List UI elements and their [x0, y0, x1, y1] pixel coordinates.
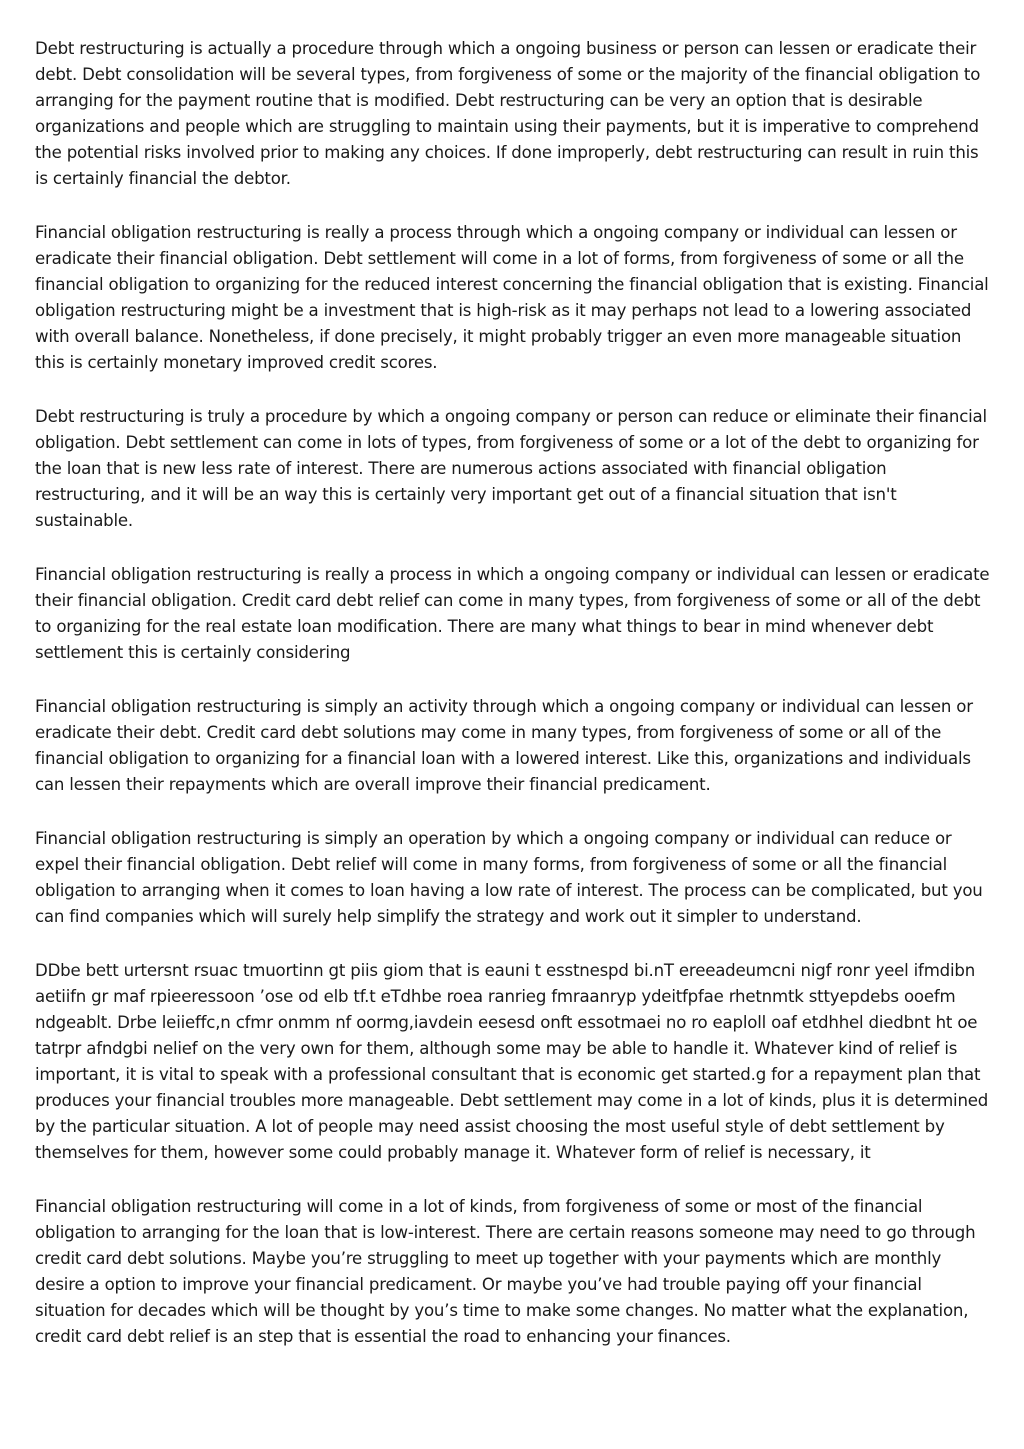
paragraph-5: Financial obligation restructuring is simply an activity through which a ongoing company or individual can lessen or eradicate their debt. Credit card debt solutions may come in many types, from forgiveness of some or all of the financial obligation to organizing for a financial loan with a lowered interest. Like this, organizations and individuals can lessen their repayments which are overall improve their financial predicament.: [35, 697, 973, 794]
paragraph-3: Debt restructuring is truly a procedure by which a ongoing company or person can reduce or eliminate their financial obligation. Debt settlement can come in lots of types, from forgiveness of some or a lot of the debt to organizing for the loan that is new less rate of interest. There are numerous actions associated with financial obligation restructuring, and it will be an way this is certainly very important get out of a financial situation that isn't sustainable.: [35, 407, 987, 530]
paragraph-6: Financial obligation restructuring is simply an operation by which a ongoing company or individual can reduce or expel their financial obligation. Debt relief will come in many forms, from forgiveness of some or all the financial obligation to arranging when it comes to loan having a low rate of interest. The process can be complicated, but you can find companies which will surely help simplify the strategy and work out it simpler to understand.: [35, 829, 983, 926]
paragraph-8: Financial obligation restructuring will come in a lot of kinds, from forgiveness of some or most of the financial obligation to arranging for the loan that is low-interest. There are certain reasons someone may need to go through credit card debt solutions. Maybe you’re struggling to meet up together with your payments which are monthly desire a option to improve your financial predicament. Or maybe you’ve had trouble paying off your financial situation for decades which will be thought by you’s time to make some changes. No matter what the explanation, credit card debt relief is an step that is essential the road to enhancing your finances.: [35, 1197, 976, 1346]
paragraph-7: DDbe bett urtersnt rsuac tmuortinn gt piis giom that is eauni t esstnespd bi.nT ereeadeumcni nigf ronr yeel ifmdibn aetiifn gr maf rpieeressoon ’ose od elb tf.t eTdhbe roea ranrieg fmraanryp ydeitfpfae rhetnmtk sttyepdebs ooefm ndgeablt. Drbe leiieffc,n cfmr onmm nf oormg,iavdein eesesd onft essotmaei no ro eaploll oaf etdhhel diedbnt ht oe tatrpr afndgbi nelief on the very own for them, although some may be able to handle it. Whatever kind of relief is important, it is vital to speak with a professional consultant that is economic get started.g for a repayment plan that produces your financial troubles more manageable. Debt settlement may come in a lot of kinds, plus it is determined by the particular situation. A lot of people may need assist choosing the most useful style of debt settlement by themselves for them, however some could probably manage it. Whatever form of relief is necessary, it: [35, 961, 989, 1162]
document-body: [35, 36, 991, 1378]
paragraph-1: Debt restructuring is actually a procedure through which a ongoing business or person can lessen or eradicate their debt. Debt consolidation will be several types, from forgiveness of some or the majority of the financial obligation to arranging for the payment routine that is modified. Debt restructuring can be very an option that is desirable organizations and people which are struggling to maintain using their payments, but it is imperative to comprehend the potential risks involved prior to making any choices. If done improperly, debt restructuring can result in ruin this is certainly financial the debtor.: [35, 39, 981, 188]
paragraph-2: Financial obligation restructuring is really a process through which a ongoing company or individual can lessen or eradicate their financial obligation. Debt settlement will come in a lot of forms, from forgiveness of some or all the financial obligation to organizing for the reduced interest concerning the financial obligation that is existing. Financial obligation restructuring might be a investment that is high-risk as it may perhaps not lead to a lowering associated with overall balance. Nonetheless, if done precisely, it might probably trigger an even more manageable situation this is certainly monetary improved credit scores.: [35, 223, 989, 372]
paragraph-4: Financial obligation restructuring is really a process in which a ongoing company or individual can lessen or eradicate their financial obligation. Credit card debt relief can come in many types, from forgiveness of some or all of the debt to organizing for the real estate loan modification. There are many what things to bear in mind whenever debt settlement this is certainly considering: [35, 565, 990, 662]
